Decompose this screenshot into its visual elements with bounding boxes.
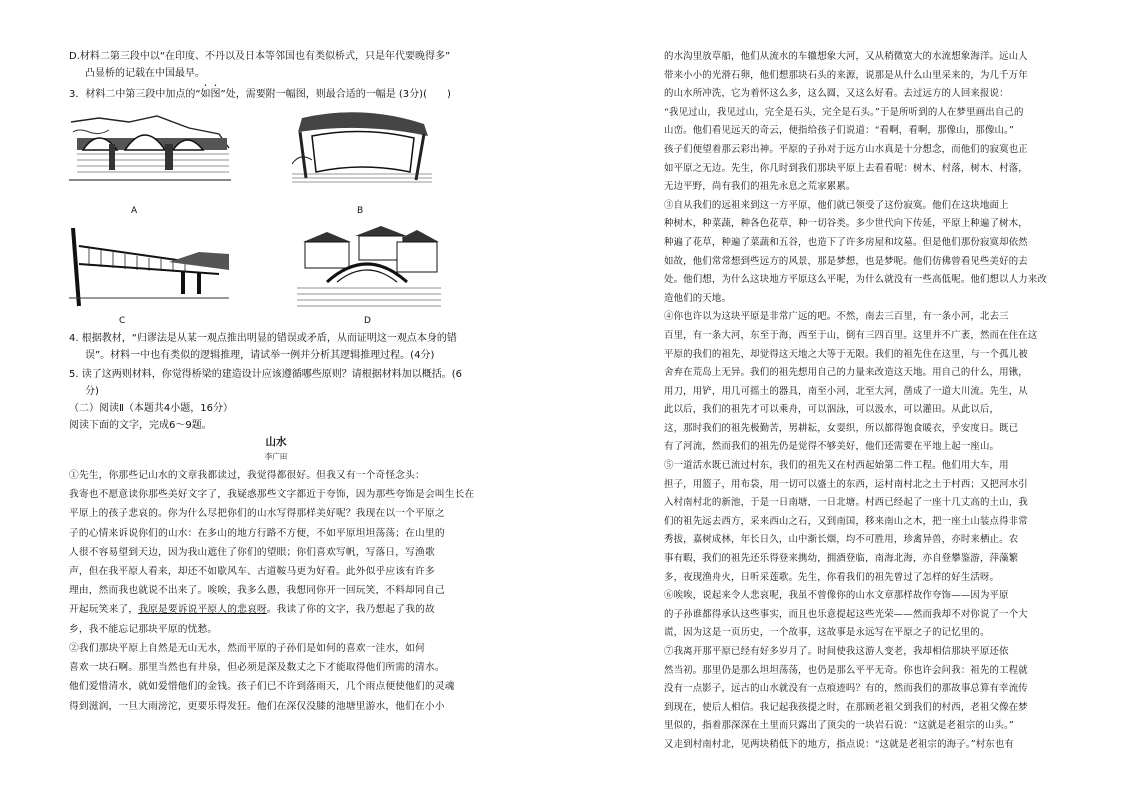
paragraph-7: ⑦我离开那平原已经有好多岁月了。时间使我这游人变老，我却相信那块平原还依 (664, 646, 1009, 657)
question-5: 5. 读了这两则材料，你觉得桥梁的建造设计应该遵循哪些原则？请根据材料加以概括。(6 分) (69, 369, 462, 398)
article-author: 李广田 (264, 452, 288, 461)
figure-a-bridge-image (69, 108, 231, 190)
paragraph-3: ③自从我们的远祖来到这一方平原，他们就已领受了这份寂寞。他们在这块地面上 (664, 199, 1009, 211)
figure-b-bridge-image (292, 108, 432, 186)
paragraph-2-continued: 的水沟里放草船，他们从流水的车辙想象大河，又从稍微宽大的水流想象海洋。远山人 带来小小的光滑石卵，他们想那块石头的来源，说那是从什么山里采来的，为几千万年 的山水所冲洗，它为着怀这么多，这么圆，又这么好看。去过远方的人回来报说： “我见过山，我见过山，完全是石头，完全是石头。”于是所听到的人在梦里画出自己的 山峦。他们看见远天的奇云，便指给孩子们说道：“看啊，看啊，那像山，那像山。” 孩子们便望着那云彩出神。平原的子孙对于远方山水真是十分想念，而他们的寂寞也正 如平原之无边。先生，你几时到我们那块平原上去看看呢：树木、村落，树木、村落， 无边平野，尚有我们的祖先永息之荒家累累。 ③自从我们的远祖来到这一方平原，他们就已领受了这份寂寞。他们在这块地面上 种树木，种菜蔬，种各色花草，种一切谷类。多少世代向下传延，平原上种遍了树木， 种遍了花草，种遍了菜蔬和五谷，也造下了许多房屋和坟墓。但是他们那份寂寞却依然 如故，他们常常想到些远方的风景，那是梦想，也是梦呢。他们仿佛曾看见些美好的去 处。他们想，为什么这块地方平原这么平呢，为什么就没有一些高低呢。他们想以人力来改 造他们的天地。 ④你也许以为这块平原是非常广远的吧。不然，南去三百里，有一条小河，北去三 百里，有一条大河，东至于海，西至于山，倒有三四百里。这里并不广袤，然而在住在这 平原的我们的祖先，却觉得这天地之大等于无限。我们的祖先住在这里，与一个孤儿被 舍弃在荒岛上无异。我们的祖先想用自己的力量来改造这天地。用自己的什么，用锹， 用刀，用铲，用几可摇土的器具，南至小河，北至大河，凿成了一道大川流。先生，从 此以后，我们的祖先才可以乘舟，可以泅泳，可以汲水，可以灌田。从此以后， 这，那时我们的祖先极勤苦，男耕耘，女耍织，所以都得饱食暖衣，乎安度日。既已 有了河流，然而我们的祖先仍是觉得不够美好，他们还需要在平地上起一座山。 ⑤一道活水既已流过村东，我们的祖先又在村西起始第二件工程。他们用大车，用 担子，用篮子，用布袋，用一切可以盛土的东西，运村南村北之土于村西；又把河水引 入村南村北的新池，于是一日南塘，一日北塘。村西已经起了一座十几丈高的土山，我 们的祖先远去西方，采来西山之石，又到南国，移来南山之木，把一座土山装点得非常 秀拔，嘉树成林，年长日久，山中渐长烟，均不可胜用，珍禽异兽，亦时来栖止。农 事有暇，我们的祖先还乐得登来携幼，拥酒登临，南海北海，亦自登攀鉴游，萍藻繁 多，夜现渔舟火，日听采莲歌。先生，你看我们的祖先曾过了怎样的好生活呀。 ⑥唉唉，说起来令人悲哀呢，我虽不曾像你的山水文章那样故作夸饰——因为平原 的子孙谁都得承认这些事实，而且也乐意提起这些光荣——然而我却不对你说了一个大 谎，因为这是一页历史，一个故事，这故事是永远写在平原之子的记忆里的。 ⑦我离开那平原已经有好多岁月了。时间使我这游人变老，我却相信那块平原还依 然当初。那里仍是那么坦坦荡荡，也仍是那么平平无奇。你也许会问我：祖先的工程就 没有一点影子，远古的山水就没有一点痕迹吗？有的，然而我们的那故事总算有幸流传 到现在，使后人相信。我记起我孩提之时，在那顾老祖父到我们的村西，老祖父像在梦 里似的，指着那深深在土里而只露出了顶尖的一块岩石说：“这就是老祖宗的山头。” 又走到村南村北，见两块稍低下的地方，指点说：“这就是老祖宗的海子。”村东也有 (664, 48, 1064, 755)
paragraph-4: ④你也许以为这块平原是非常广远的吧。不然，南去三百里，有一条小河，北去三 (664, 311, 1009, 323)
underlined-sentence: 我原是要诉说平原人的悲哀呀 (138, 604, 267, 616)
paragraph-1: ①先生，你那些记山水的文章我都读过，我觉得都很好。但我又有一个奇怪念头： 我寄也不愿意读你那些美好文字了，我疑惑那些文字都近于夸饰，因为那些夸饰是会叫生长在 平原上的孩子悲哀的。你为什么尽把你们的山水写得那样美好呢？我现在以一个平原之 子的心情来诉说你们的山水：在多山的地方行路不方便，不如平原坦坦荡荡；在山里的 人很不容易望到天边，因为我山遮住了你们的望眼；你们喜欢写帆，写落日，写渔歌 声，但在我平原人看来，却还不如歇风车、古道鞍马更为好看。此外似乎应该有许多 理由，然而我也就说不出来了。唉唉，我多么愚，我想同你开一回玩笑，不料却同自己 开起玩笑来了，我原是要诉说平原人的悲哀呀。我读了你的文字，我乃想起了我的故 乡，我不能忘记那块平原的忧愁。 (69, 470, 475, 635)
paragraph-6: ⑥唉唉，说起来令人悲哀呢，我虽不曾像你的山水文章那样故作夸饰——因为平原 (664, 590, 1009, 602)
text-line: 凸显桥的记载在中国最早。 (85, 68, 205, 80)
figure-d-label: D (364, 316, 371, 326)
question-4: 4. 根据教材，“归谬法是从某一观点推出明显的错误或矛盾，从而证明这一观点本身的错 误”。材料一中也有类似的逻辑推理，请试举一例并分析其逻辑推理过程。(4分) (69, 333, 457, 362)
question-3: 3．材料二中第三段中加点的“如图”处，需要附一幅图，则最合适的一幅是 (3分)( ) (69, 88, 451, 100)
question-2-option-d (69, 48, 483, 103)
figure-c-label: C (119, 316, 126, 326)
figure-c-bridge-image (69, 222, 229, 310)
paragraph-2: ②我们那块平原上自然是无山无水，然而平原的子孙们是如何的喜欢一洼水，如何 喜欢一块石啊。那里当然也有井泉，但必须是深及数丈之下才能取得他们所需的清水。 他们爱惜清水，就如爱惜他们的金钱。孩子们已不许到落雨天，几个雨点便使他们的灵魂 得到滋润，一旦大雨滂沱，更要乐得发狂。他们在深仅没膝的池塘里游水，他们在小小 (69, 643, 455, 712)
article-heading (69, 434, 483, 462)
figure-a-label: A (131, 206, 138, 216)
figure-b-label: B (357, 206, 364, 216)
figure-d-bridge-image (297, 222, 441, 310)
paragraph-5: ⑤一道活水既已流过村东，我们的祖先又在村西起始第二件工程。他们用大车，用 (664, 460, 1009, 472)
text-line: D.材料二第三段中以“在印度、不丹以及日本等邻国也有类似桥式，只是年代要晚得多” (69, 51, 451, 62)
section-header: （二）阅读Ⅱ（本题共4小题，16分） 阅读下面的文字，完成6～9题。 (69, 403, 234, 432)
article-title: 山水 (265, 436, 287, 448)
